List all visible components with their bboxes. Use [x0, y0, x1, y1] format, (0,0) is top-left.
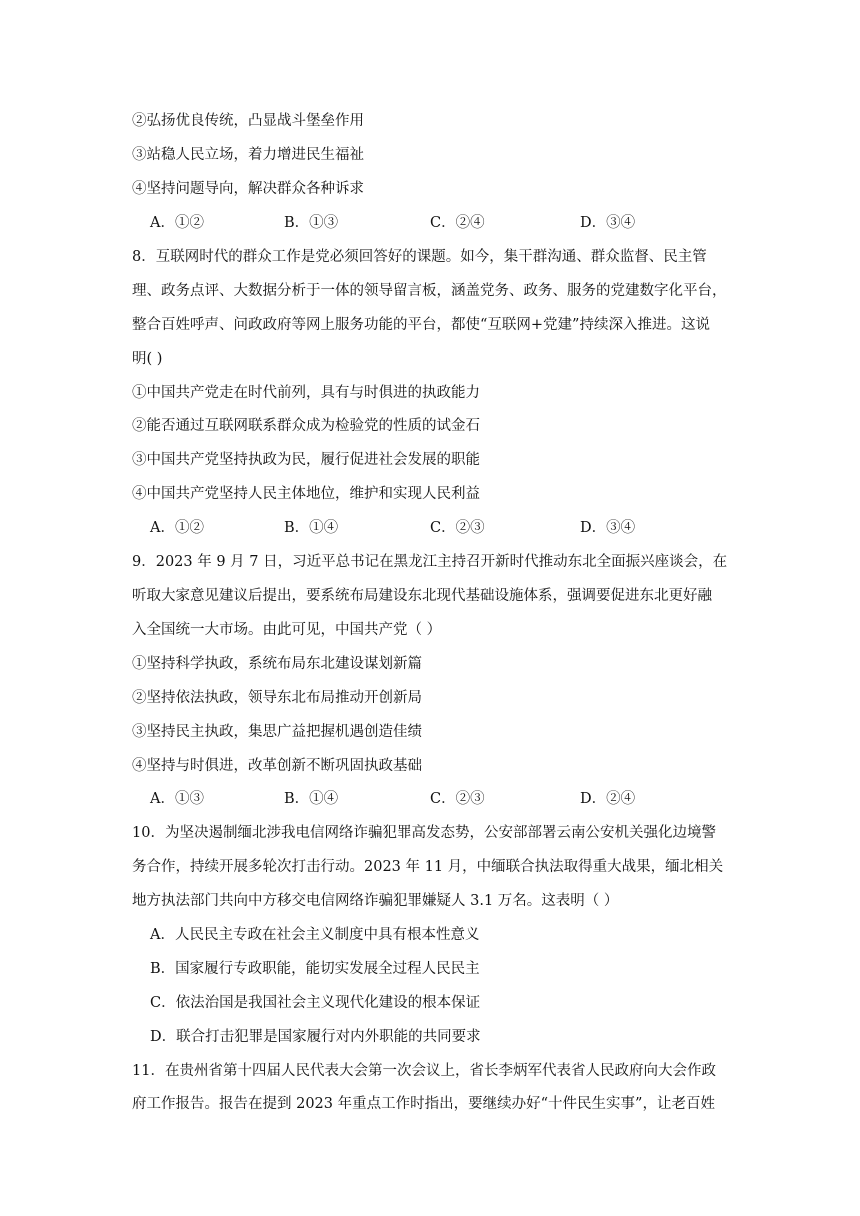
- q9-item-4: ④坚持与时俱进，改革创新不断巩固执政基础: [132, 758, 422, 774]
- q8-item-1: ①中国共产党走在时代前列，具有与时俱进的执政能力: [132, 385, 480, 401]
- q11-stem-line-2: 府工作报告。报告在提到 2023 年重点工作时指出，要继续办好“十件民生实事”，让老百姓: [132, 1096, 715, 1112]
- q8-item-4: ④中国共产党坚持人民主体地位，维护和实现人民利益: [132, 486, 480, 502]
- q9-stem-line-2: 听取大家意见建议后提出，要系统布局建设东北现代基础设施体系，强调要促进东北更好融: [132, 588, 712, 604]
- q9-stem-line-1: 9．2023 年 9 月 7 日，习近平总书记在黑龙江主持召开新时代推动东北全面振兴座谈会，在: [132, 554, 728, 570]
- q9-option-b: B．①④: [284, 791, 339, 807]
- q11-stem-line-1: 11．在贵州省第十四届人民代表大会第一次会议上，省长李炳军代表省人民政府向大会作政: [132, 1063, 716, 1079]
- q10-stem-line-3: 地方执法部门共向中方移交电信网络诈骗犯罪嫌疑人 3.1 万名。这表明（ ）: [132, 893, 619, 909]
- q8-stem-line-4: 明( ): [132, 351, 163, 367]
- q8-option-d: D．③④: [580, 520, 636, 536]
- q10-choice-a: A．人民民主专政在社会主义制度中具有根本性意义: [150, 927, 480, 943]
- q7-option-b: B．①③: [284, 215, 339, 231]
- q9-item-1: ①坚持科学执政，系统布局东北建设谋划新篇: [132, 656, 422, 672]
- q10-stem-line-2: 务合作，持续开展多轮次打击行动。2023 年 11 月，中缅联合执法取得重大战果，缅北相关: [132, 859, 724, 875]
- q8-item-2: ②能否通过互联网联系群众成为检验党的性质的试金石: [132, 418, 480, 434]
- q9-stem-line-3: 入全国统一大市场。由此可见，中国共产党（ ）: [132, 622, 442, 638]
- q9-option-d: D．②④: [580, 791, 636, 807]
- q10-choice-c: C．依法治国是我国社会主义现代化建设的根本保证: [150, 995, 481, 1011]
- q7-option-a: A．①②: [150, 215, 204, 231]
- q9-option-a: A．①③: [150, 791, 204, 807]
- q7-option-c: C．②④: [430, 215, 485, 231]
- q8-option-b: B．①④: [284, 520, 339, 536]
- q7-item-3: ③站稳人民立场，着力增进民生福祉: [132, 147, 364, 163]
- q9-option-c: C．②③: [430, 791, 485, 807]
- q8-stem-line-1: 8．互联网时代的群众工作是党必须回答好的课题。如今，集干群沟通、群众监督、民主管: [132, 249, 707, 265]
- q10-stem-line-1: 10．为坚决遏制缅北涉我电信网络诈骗犯罪高发态势，公安部部署云南公安机关强化边境警: [132, 825, 716, 841]
- q8-option-c: C．②③: [430, 520, 485, 536]
- q8-stem-line-2: 理、政务点评、大数据分析于一体的领导留言板，涵盖党务、政务、服务的党建数字化平台，: [132, 283, 727, 299]
- q9-item-2: ②坚持依法执政，领导东北布局推动开创新局: [132, 690, 422, 706]
- q7-option-d: D．③④: [580, 215, 636, 231]
- q8-item-3: ③中国共产党坚持执政为民，履行促进社会发展的职能: [132, 452, 480, 468]
- q8-stem-line-3: 整合百姓呼声、问政政府等网上服务功能的平台，都使“互联网+党建”持续深入推进。这说: [132, 317, 710, 333]
- q9-item-3: ③坚持民主执政，集思广益把握机遇创造佳绩: [132, 724, 422, 740]
- q7-item-4: ④坚持问题导向，解决群众各种诉求: [132, 181, 364, 197]
- q10-choice-b: B．国家履行专政职能，能切实发展全过程人民民主: [150, 961, 480, 977]
- q7-item-2: ②弘扬优良传统，凸显战斗堡垒作用: [132, 113, 364, 129]
- q8-option-a: A．①②: [150, 520, 204, 536]
- q10-choice-d: D．联合打击犯罪是国家履行对内外职能的共同要求: [150, 1029, 481, 1045]
